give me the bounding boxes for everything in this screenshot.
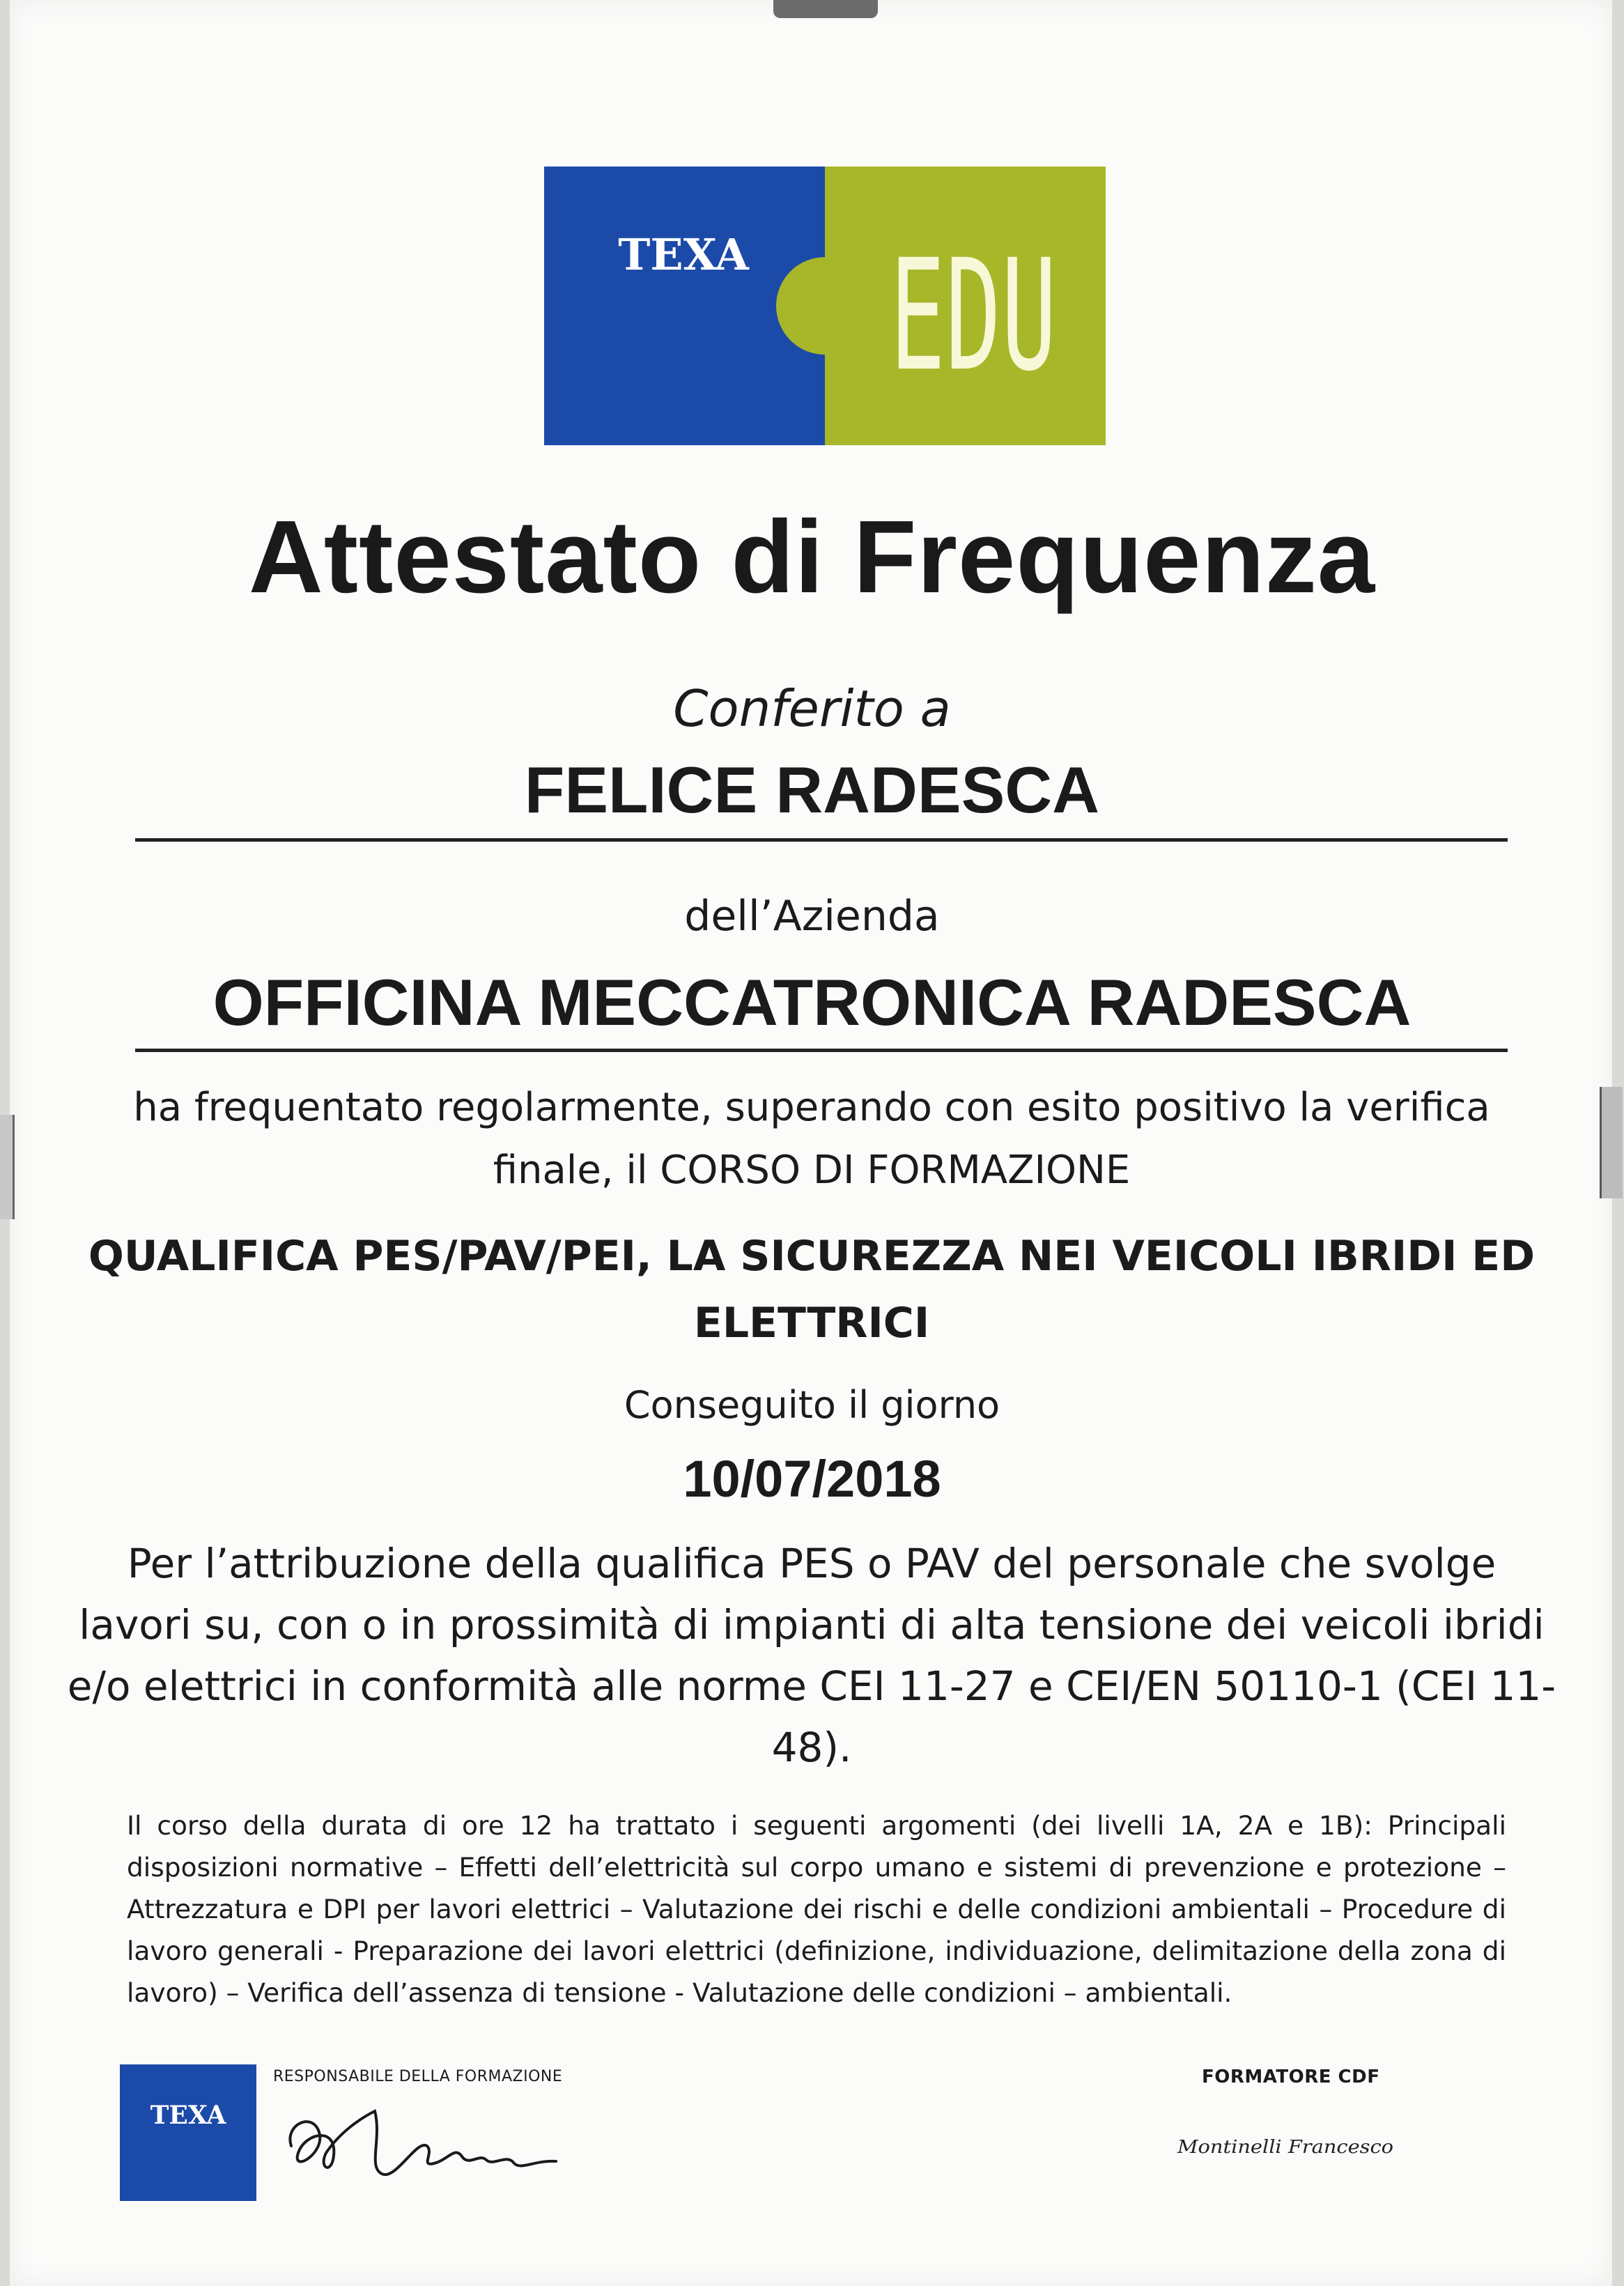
course-title: QUALIFICA PES/PAV/PEI, LA SICUREZZA NEI VEICOLI IBRIDI ED ELETTRICI (88, 1232, 1536, 1347)
texa-footer-logo (120, 2064, 256, 2201)
divider-line (135, 1049, 1508, 1052)
purpose-text: Per l’attribuzione della qualifica PES o PAV del personale che svolge lavori su, con o in prossimità di impianti di alta tensione dei veicoli ibridi e/o elettrici in conformità alle norme CEI 11-27 e CEI/EN 50110-1 (CEI 11-48). (67, 1540, 1556, 1771)
responsabile-signature (277, 2097, 570, 2195)
conferito-label: Conferito a (673, 679, 951, 738)
responsabile-label: RESPONSABILE DELLA FORMAZIONE (273, 2068, 563, 2085)
completion-date: 10/07/2018 (683, 1450, 941, 1508)
formatore-label: FORMATORE CDF (1202, 2067, 1380, 2087)
logo-product-text: EDU (890, 226, 1057, 405)
certificate-title: Attestato di Frequenza (248, 500, 1376, 615)
conseguito-label: Conseguito il giorno (624, 1383, 1000, 1427)
divider-line (135, 838, 1508, 842)
azienda-label: dell’Azienda (684, 892, 940, 941)
texa-edu-logo (544, 167, 1106, 445)
frame-clip-top (773, 0, 878, 18)
formatore-signature (1170, 2118, 1407, 2174)
intro-text: ha frequentato regolarmente, superando con esito positivo la verifica finale, il CORSO DI FORMAZIONE (133, 1085, 1490, 1193)
footer-logo-text: TEXA (150, 2101, 226, 2130)
frame-clip-left (0, 1115, 15, 1219)
company-name: OFFICINA MECCATRONICA RADESCA (212, 966, 1412, 1039)
recipient-name: FELICE RADESCA (524, 753, 1100, 826)
frame-clip-right (1600, 1087, 1623, 1198)
course-topics: Il corso della durata di ore 12 ha trattato i seguenti argomenti (dei livelli 1A, 2A e 1B): Principali disposizioni normative – Effetti dell’elettricità sul corpo umano e sistemi di prevenzione e protezione – Attrezzatura e DPI per lavori elettrici – Valutazione dei rischi e delle condizioni ambientali – Procedure di lavoro generali - Preparazione dei lavori elettrici (definizione, individuazione, delimitazione della zona di lavoro) – Verifica dell’assenza di tensione - Valutazione delle condizioni – ambientali. (127, 1810, 1506, 2008)
formatore-signature-text: Montinelli Francesco (1176, 2137, 1393, 2158)
logo-brand-text: TEXA (618, 229, 749, 280)
